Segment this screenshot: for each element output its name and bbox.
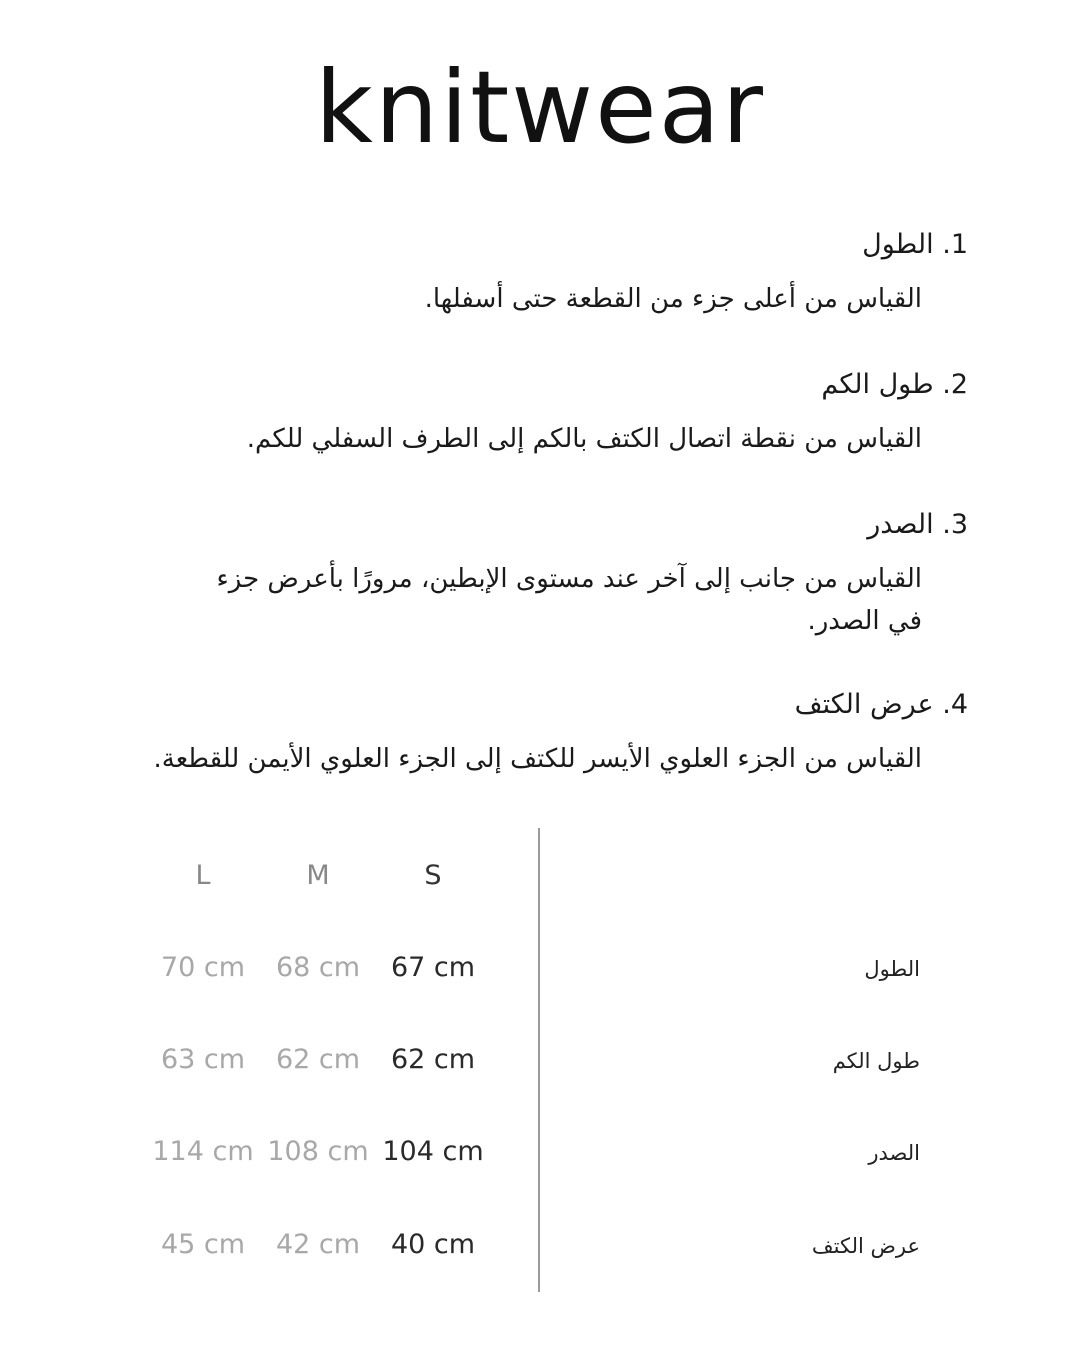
- size-l-value: 114 cm: [152, 1136, 254, 1167]
- size-l-value: 63 cm: [160, 1044, 246, 1075]
- row-label: عرض الكتف: [811, 1234, 920, 1258]
- size-m-value: 68 cm: [275, 952, 361, 983]
- row-label: طول الكم: [832, 1049, 920, 1073]
- section-number: 1.: [942, 229, 968, 260]
- measurement-section-shoulder-width: [153, 688, 968, 780]
- section-heading: [471, 228, 968, 262]
- section-heading: [293, 368, 968, 402]
- size-header-s: S: [424, 860, 442, 891]
- section-description: القياس من جانب إلى آخر عند مستوى الإبطين، مرورًا بأعرض جزء في الصدر.: [216, 564, 922, 636]
- section-heading: [200, 688, 969, 722]
- section-title: الطول: [862, 229, 934, 260]
- size-s-value: 40 cm: [390, 1229, 476, 1260]
- section-description: القياس من أعلى جزء من القطعة حتى أسفلها.: [424, 284, 922, 314]
- measurement-section-chest: [210, 508, 968, 642]
- size-m-value: 42 cm: [275, 1229, 361, 1260]
- size-header-m: M: [306, 860, 330, 891]
- measurement-section-sleeve-length: [246, 368, 968, 460]
- section-title: طول الكم: [821, 369, 934, 400]
- table-divider: [538, 828, 540, 1292]
- size-header-l: L: [195, 860, 211, 891]
- section-number: 3.: [942, 509, 968, 540]
- section-number: 2.: [942, 369, 968, 400]
- size-s-value: 62 cm: [390, 1044, 476, 1075]
- section-description: القياس من الجزء العلوي الأيسر للكتف إلى الجزء العلوي الأيمن للقطعة.: [153, 744, 922, 774]
- row-label: الصدر: [868, 1141, 920, 1165]
- section-number: 4.: [942, 689, 968, 720]
- row-label: الطول: [864, 957, 920, 981]
- section-title: الصدر: [867, 509, 934, 540]
- measurement-section-length: [424, 228, 968, 320]
- size-m-value: 108 cm: [267, 1136, 369, 1167]
- size-m-value: 62 cm: [275, 1044, 361, 1075]
- section-heading: [256, 508, 968, 542]
- section-title: عرض الكتف: [794, 689, 934, 720]
- size-l-value: 70 cm: [160, 952, 246, 983]
- size-s-value: 67 cm: [390, 952, 476, 983]
- size-s-value: 104 cm: [382, 1136, 484, 1167]
- size-l-value: 45 cm: [160, 1229, 246, 1260]
- page-title: knitwear: [315, 49, 765, 166]
- section-description: القياس من نقطة اتصال الكتف بالكم إلى الطرف السفلي للكم.: [246, 424, 922, 454]
